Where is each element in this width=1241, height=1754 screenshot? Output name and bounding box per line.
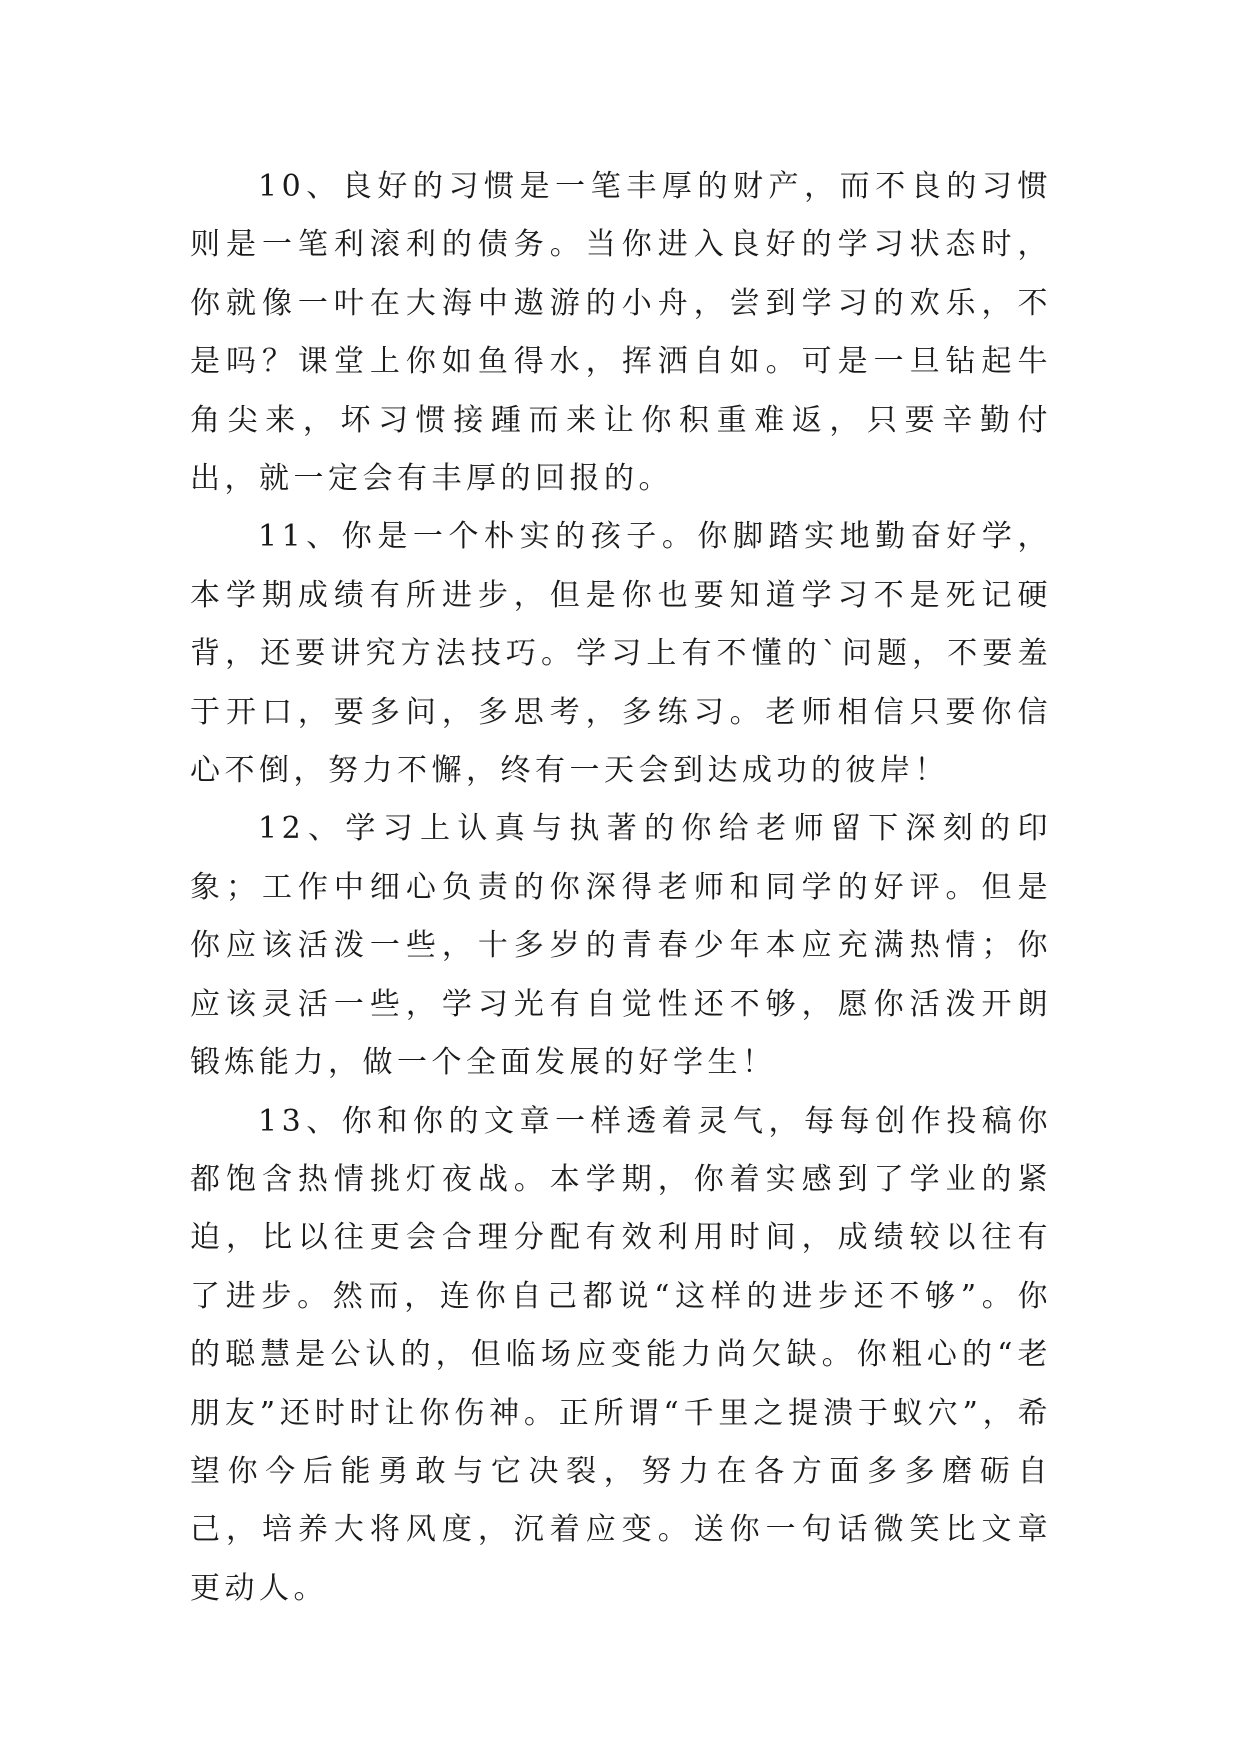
paragraph-13: 13、你和你的文章一样透着灵气，每每创作投稿你都饱含热情挑灯夜战。本学期，你着实感到了学业的紧迫，比以往更会合理分配有效利用时间，成绩较以往有了进步。然而，连你自己都说“这样的进步还不够”。你的聪慧是公认的，但临场应变能力尚欠缺。你粗心的“老朋友”还时时让你伤神。正所谓“千里之提溃于蚁穴”，希望你今后能勇敢与它决裂，努力在各方面多多磨砺自己，培养大将风度，沉着应变。送你一句话微笑比文章更动人。 xyxy=(190,1103,1052,1606)
paragraph-11: 11、你是一个朴实的孩子。你脚踏实地勤奋好学，本学期成绩有所进步，但是你也要知道学习不是死记硬背，还要讲究方法技巧。学习上有不懂的`问题，不要羞于开口，要多问，多思考，多练习。老师相信只要你信心不倒，努力不懈，终有一天会到达成功的彼岸！ xyxy=(190,519,1052,789)
document-body xyxy=(190,158,1052,1618)
paragraph-12: 12、学习上认真与执著的你给老师留下深刻的印象；工作中细心负责的你深得老师和同学的好评。但是你应该活泼一些，十多岁的青春少年本应充满热情；你应该灵活一些，学习光有自觉性还不够，愿你活泼开朗锻炼能力，做一个全面发展的好学生！ xyxy=(190,811,1052,1081)
paragraph-10: 10、良好的习惯是一笔丰厚的财产，而不良的习惯则是一笔利滚利的债务。当你进入良好的学习状态时，你就像一叶在大海中遨游的小舟，尝到学习的欢乐，不是吗？课堂上你如鱼得水，挥洒自如。可是一旦钻起牛角尖来，坏习惯接踵而来让你积重难返，只要辛勤付出，就一定会有丰厚的回报的。 xyxy=(190,169,1052,497)
